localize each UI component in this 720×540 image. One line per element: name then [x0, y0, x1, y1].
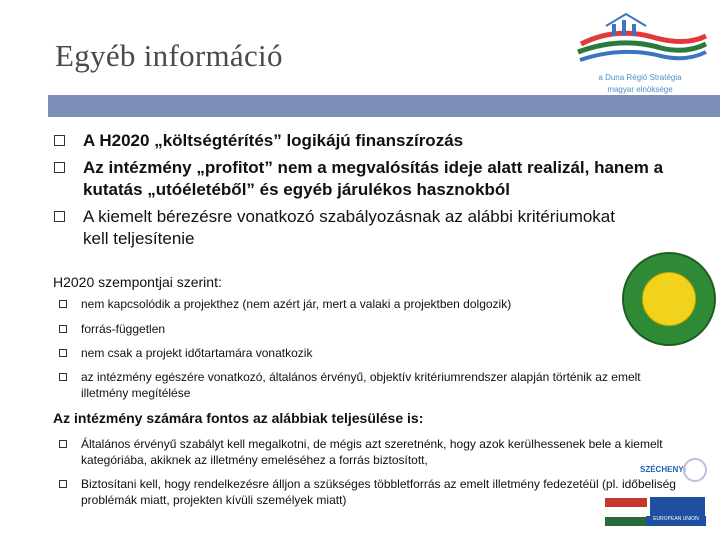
section2-heading: Az intézmény számára fontos az alábbiak teljesülése is: — [53, 410, 424, 426]
university-seal-logo — [622, 252, 716, 346]
section1-item-text: forrás-független — [81, 322, 166, 336]
szechenyi-ring-icon — [683, 458, 707, 482]
danube-logo-icon — [566, 6, 716, 72]
section1-item-text: az intézmény egészére vonatkozó, általános érvényű, objektív kritériumrendszer alapján történik az emelt illetmény megítélése — [81, 370, 641, 400]
danube-strategy-logo — [566, 6, 716, 94]
main-bullet-list — [50, 130, 690, 255]
small-bullet-icon — [59, 373, 67, 381]
small-bullet-icon — [59, 325, 67, 333]
section1-item — [59, 321, 681, 337]
logo-caption-line2: magyar elnöksége — [607, 85, 673, 94]
main-bullet — [50, 130, 690, 152]
section1-heading: H2020 szempontjai szerint: — [53, 274, 222, 290]
main-bullet — [50, 157, 690, 201]
section1-item-text: nem csak a projekt időtartamára vonatkozik — [81, 346, 313, 360]
small-bullet-icon — [59, 349, 67, 357]
section1-item — [59, 345, 681, 361]
seal-hammer-icon — [642, 272, 696, 326]
szechenyi-logo: SZÉCHENYI — [640, 465, 686, 474]
section2-item-text: Biztosítani kell, hogy rendelkezésre álljon a szükséges többletforrás az emelt illetmény fedezetéül (pl. időbeliség problémák miatt, projekten kívüli személyek miatt) — [81, 477, 676, 507]
section2-item — [59, 476, 681, 508]
main-bullet-text: A kiemelt bérezésre vonatkozó szabályozásnak az alábbi kritériumokat kell teljesítenie — [83, 207, 615, 248]
section2-item — [59, 436, 671, 468]
small-bullet-icon — [59, 480, 67, 488]
page-title: Egyéb információ — [55, 38, 283, 73]
logo-caption-line1: a Duna Régió Stratégia — [598, 73, 682, 82]
small-bullet-icon — [59, 440, 67, 448]
main-bullet-text: A H2020 „költségtérítés” logikájú finanszírozás — [83, 131, 464, 150]
main-bullet-text: Az intézmény „profitot” nem a megvalósítás ideje alatt realizál, hanem a kutatás „utóéletéből” és egyéb járulékos hasznokból — [83, 158, 664, 199]
header-rule — [48, 95, 720, 117]
section1-item — [59, 369, 691, 401]
hungarian-flag-icon — [605, 498, 647, 526]
main-bullet — [50, 206, 643, 250]
checkbox-bullet-icon — [54, 162, 65, 173]
eu-logo-caption: EUROPEAN UNION — [646, 516, 706, 526]
section1-item — [59, 296, 681, 312]
checkbox-bullet-icon — [54, 135, 65, 146]
checkbox-bullet-icon — [54, 211, 65, 222]
small-bullet-icon — [59, 300, 67, 308]
section1-item-text: nem kapcsolódik a projekthez (nem azért jár, mert a valaki a projektben dolgozik) — [81, 297, 512, 311]
section2-item-text: Általános érvényű szabályt kell megalkotni, de mégis azt szeretnénk, hogy azok kerülhessenek bele a kiemelt kategóriába, akiknek az illetmény emeléséhez a forrás biztosított, — [81, 437, 663, 467]
